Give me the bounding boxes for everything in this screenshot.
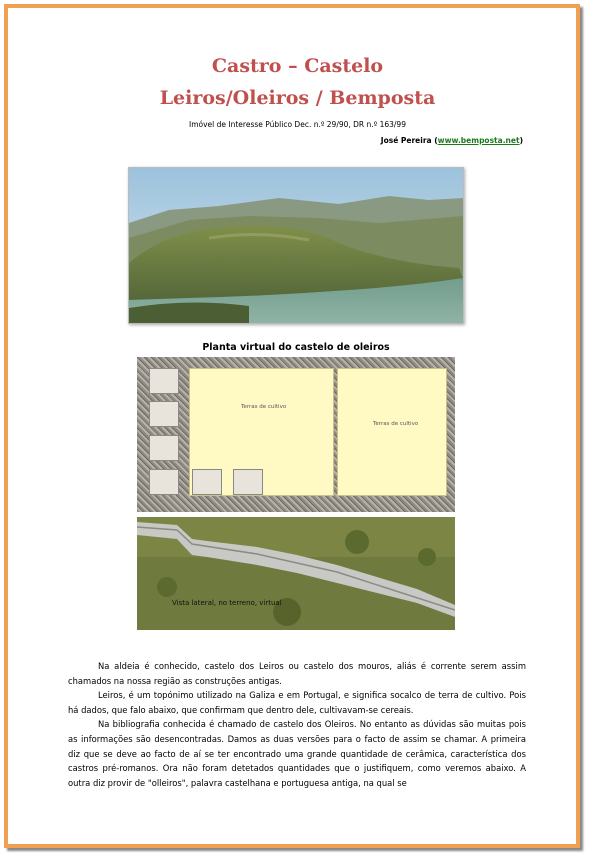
hut-icon: [233, 469, 263, 495]
hut-icon: [149, 435, 179, 461]
castle-plan: [137, 357, 455, 512]
side-view-image: [137, 517, 455, 630]
body-text: [68, 659, 526, 790]
author-name: José Pereira: [380, 136, 432, 145]
decree-reference: Imóvel de Interesse Público Dec. n.º 29/90, DR n.º 163/99: [189, 120, 406, 129]
author-website-link[interactable]: www.bemposta.net: [437, 136, 520, 145]
paragraph: Na bibliografia conhecida é chamado de castelo dos Oleiros. No entanto as dúvidas são muitas pois as informações são desencontradas. Damos as duas versões para o facto de assim se chamar. A primeira diz que se deve ao facto de aí se ter encontrado uma grande quantidade de cerâmica, característica dos castros pré-romanos. Ora não foram detetados quantidades que o justifiquem, como veremos abaixo. A outra diz provir de "olleiros", palavra castelhana e portuguesa antiga, na qual se: [68, 719, 526, 788]
side-view-label: Vista lateral, no terreno, virtual: [172, 599, 282, 607]
hut-icon: [149, 368, 179, 394]
hut-icon: [149, 401, 179, 427]
hut-icon: [192, 469, 222, 495]
landscape-photo-svg: [129, 168, 463, 323]
field-right: [337, 368, 447, 496]
landscape-photo: [128, 167, 464, 324]
paragraph: Na aldeia é conhecido, castelo dos Leiros ou castelo dos mouros, aliás é corrente serem assim chamados na nossa região as construções antigas.: [68, 661, 526, 686]
author-credit: José Pereira (www.bemposta.net): [380, 136, 523, 145]
field-label-left: Terras de cultivo: [241, 404, 287, 410]
hut-icon: [149, 469, 179, 495]
title-line-1: Castro – Castelo: [211, 55, 384, 77]
side-view-svg: [137, 517, 455, 630]
title-line-2: Leiros/Oleiros / Bemposta: [159, 87, 436, 109]
plan-title: Planta virtual do castelo de oleiros: [202, 342, 390, 353]
paragraph: Leiros, é um topónimo utilizado na Galiza e em Portugal, e significa socalco de terra de cultivo. Pois há dados, que falo abaixo, que confirmam que dentro dele, cultivavam-se cereais.: [68, 690, 526, 715]
field-label-right: Terras de cultivo: [373, 421, 419, 427]
